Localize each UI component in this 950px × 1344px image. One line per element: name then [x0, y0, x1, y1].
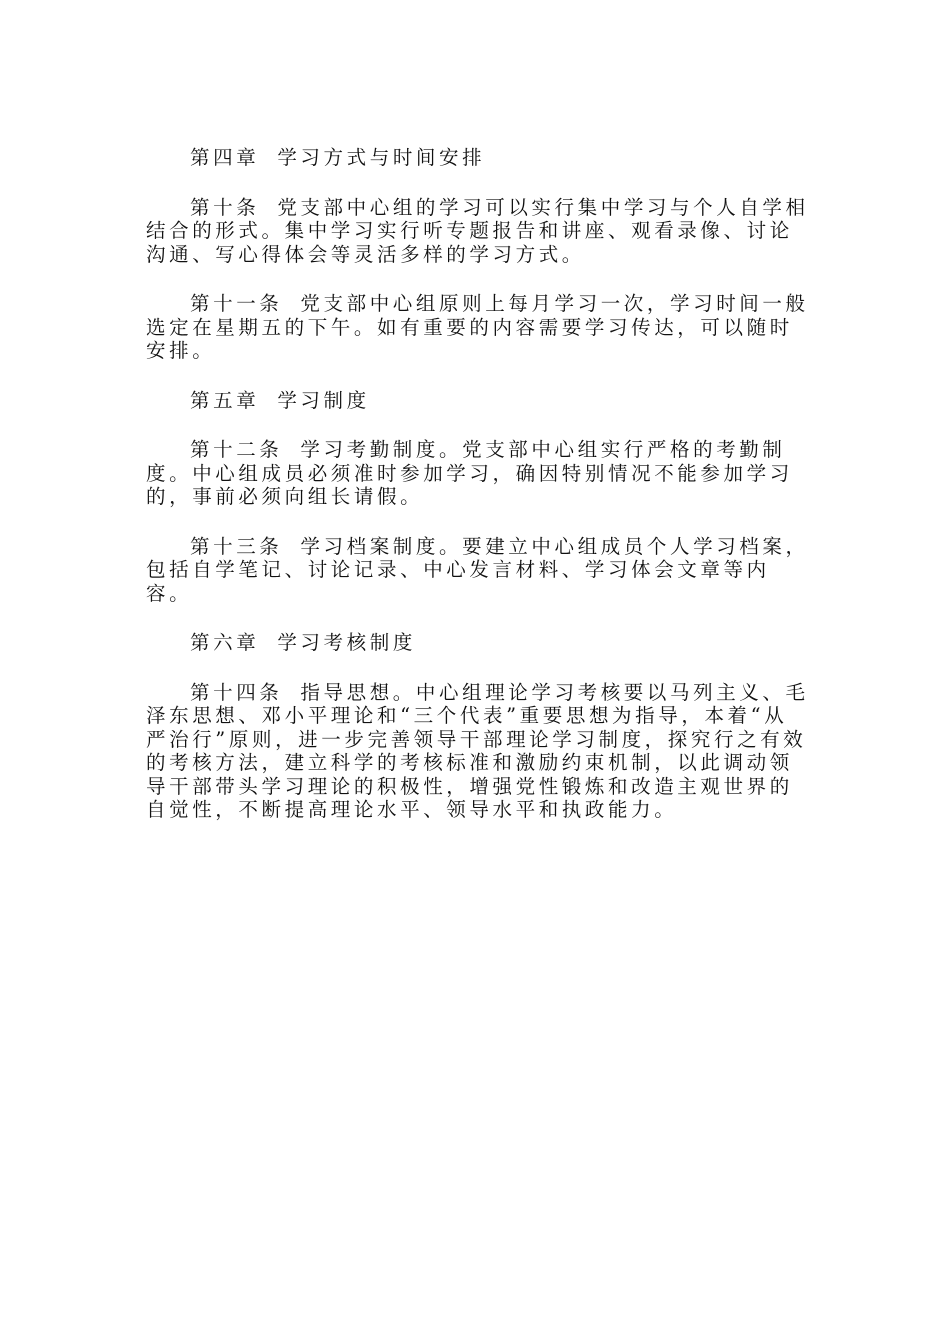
chapter-title: 学习制度 — [277, 388, 370, 412]
article-number: 第十一条 — [190, 292, 283, 315]
article-12 — [146, 438, 810, 509]
chapter-number: 第五章 — [190, 388, 260, 412]
chapter-title: 学习考核制度 — [277, 631, 416, 654]
article-11 — [146, 292, 810, 363]
article-number: 第十条 — [190, 195, 260, 219]
article-10 — [146, 196, 810, 267]
article-text: 学习档案制度。要建立中心组成员个人学习档案，包括自学笔记、讨论记录、中心发言材料、学习体会文章等内容。 — [146, 534, 809, 605]
article-text: 学习考勤制度。党支部中心组实行严格的考勤制度。中心组成员必须准时参加学习，确因特别情况不能参加学习的，事前必须向组长请假。 — [146, 438, 793, 508]
article-14 — [146, 681, 810, 822]
article-13 — [146, 535, 810, 606]
chapter-heading-5 — [146, 389, 810, 413]
chapter-number: 第四章 — [190, 146, 260, 169]
chapter-number: 第六章 — [190, 631, 260, 654]
article-text: 指导思想。中心组理论学习考核要以马列主义、毛泽东思想、邓小平理论和“三个代表”重要思想为指导，本着“从严治行”原则，进一步完善领导干部理论学习制度，探究行之有效的考核方法，建立科学的考核标准和激励约束机制，以此调动领导干部带头学习理论的积极性，增强党性锻炼和改造主观世界的自觉性，不断提高理论水平、领导水平和执政能力。 — [146, 680, 809, 821]
article-number: 第十二条 — [190, 438, 283, 461]
chapter-heading-4 — [146, 146, 810, 170]
chapter-heading-6 — [146, 631, 810, 655]
document-page — [146, 146, 810, 848]
chapter-title: 学习方式与时间安排 — [277, 146, 486, 169]
article-text: 党支部中心组的学习可以实行集中学习与个人自学相结合的形式。集中学习实行听专题报告和讲座、观看录像、讨论沟通、写心得体会等灵活多样的学习方式。 — [146, 195, 809, 266]
article-number: 第十四条 — [190, 680, 283, 704]
article-text: 党支部中心组原则上每月学习一次，学习时间一般选定在星期五的下午。如有重要的内容需要学习传达，可以随时安排。 — [146, 292, 809, 362]
article-number: 第十三条 — [190, 534, 283, 558]
